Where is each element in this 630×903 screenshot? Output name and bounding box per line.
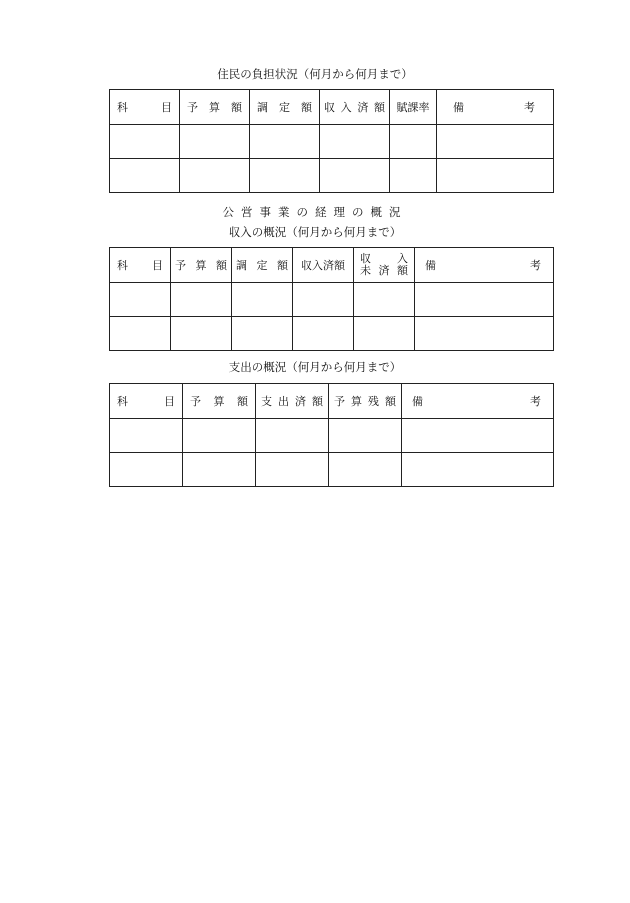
- expenditure-table: [109, 383, 554, 487]
- header-kamoku: 科 目: [110, 384, 183, 419]
- header-row: [110, 248, 554, 283]
- tax-burden-table: [109, 89, 554, 193]
- table-row: [110, 419, 554, 453]
- header-fuka: 賦 課 率: [390, 90, 437, 125]
- header-biko: 備 考: [437, 90, 554, 125]
- table1-title: 住民の負担状況（何月から何月まで）: [217, 67, 413, 81]
- header-yosan: 予 算 額: [183, 384, 256, 419]
- header-zangaku: 予 算 残 額: [329, 384, 402, 419]
- header-misai: 収 入 未 済 額: [354, 248, 415, 283]
- header-biko: 備 考: [415, 248, 554, 283]
- header-chotei: 調 定 額: [250, 90, 320, 125]
- table-row: [110, 125, 554, 159]
- table3-title: 支出の概況（何月から何月まで）: [228, 360, 402, 374]
- section-title: 公営事業の経理の概況: [222, 205, 408, 219]
- table-row: [110, 317, 554, 351]
- header-shunyu: 収 入 済 額: [320, 90, 390, 125]
- header-row: [110, 90, 554, 125]
- table-row: [110, 159, 554, 193]
- header-shunyu: 収入済額: [293, 248, 354, 283]
- table-row: [110, 453, 554, 487]
- header-yosan: 予 算 額: [171, 248, 232, 283]
- header-kamoku: 科 目: [110, 90, 180, 125]
- header-chotei: 調 定 額: [232, 248, 293, 283]
- header-kamoku: 科 目: [110, 248, 171, 283]
- header-yosan: 予 算 額: [180, 90, 250, 125]
- table2-title: 収入の概況（何月から何月まで）: [228, 225, 402, 239]
- header-biko: 備 考: [402, 384, 554, 419]
- header-row: [110, 384, 554, 419]
- table-row: [110, 283, 554, 317]
- header-shishutsu: 支 出 済 額: [256, 384, 329, 419]
- income-table: [109, 247, 554, 351]
